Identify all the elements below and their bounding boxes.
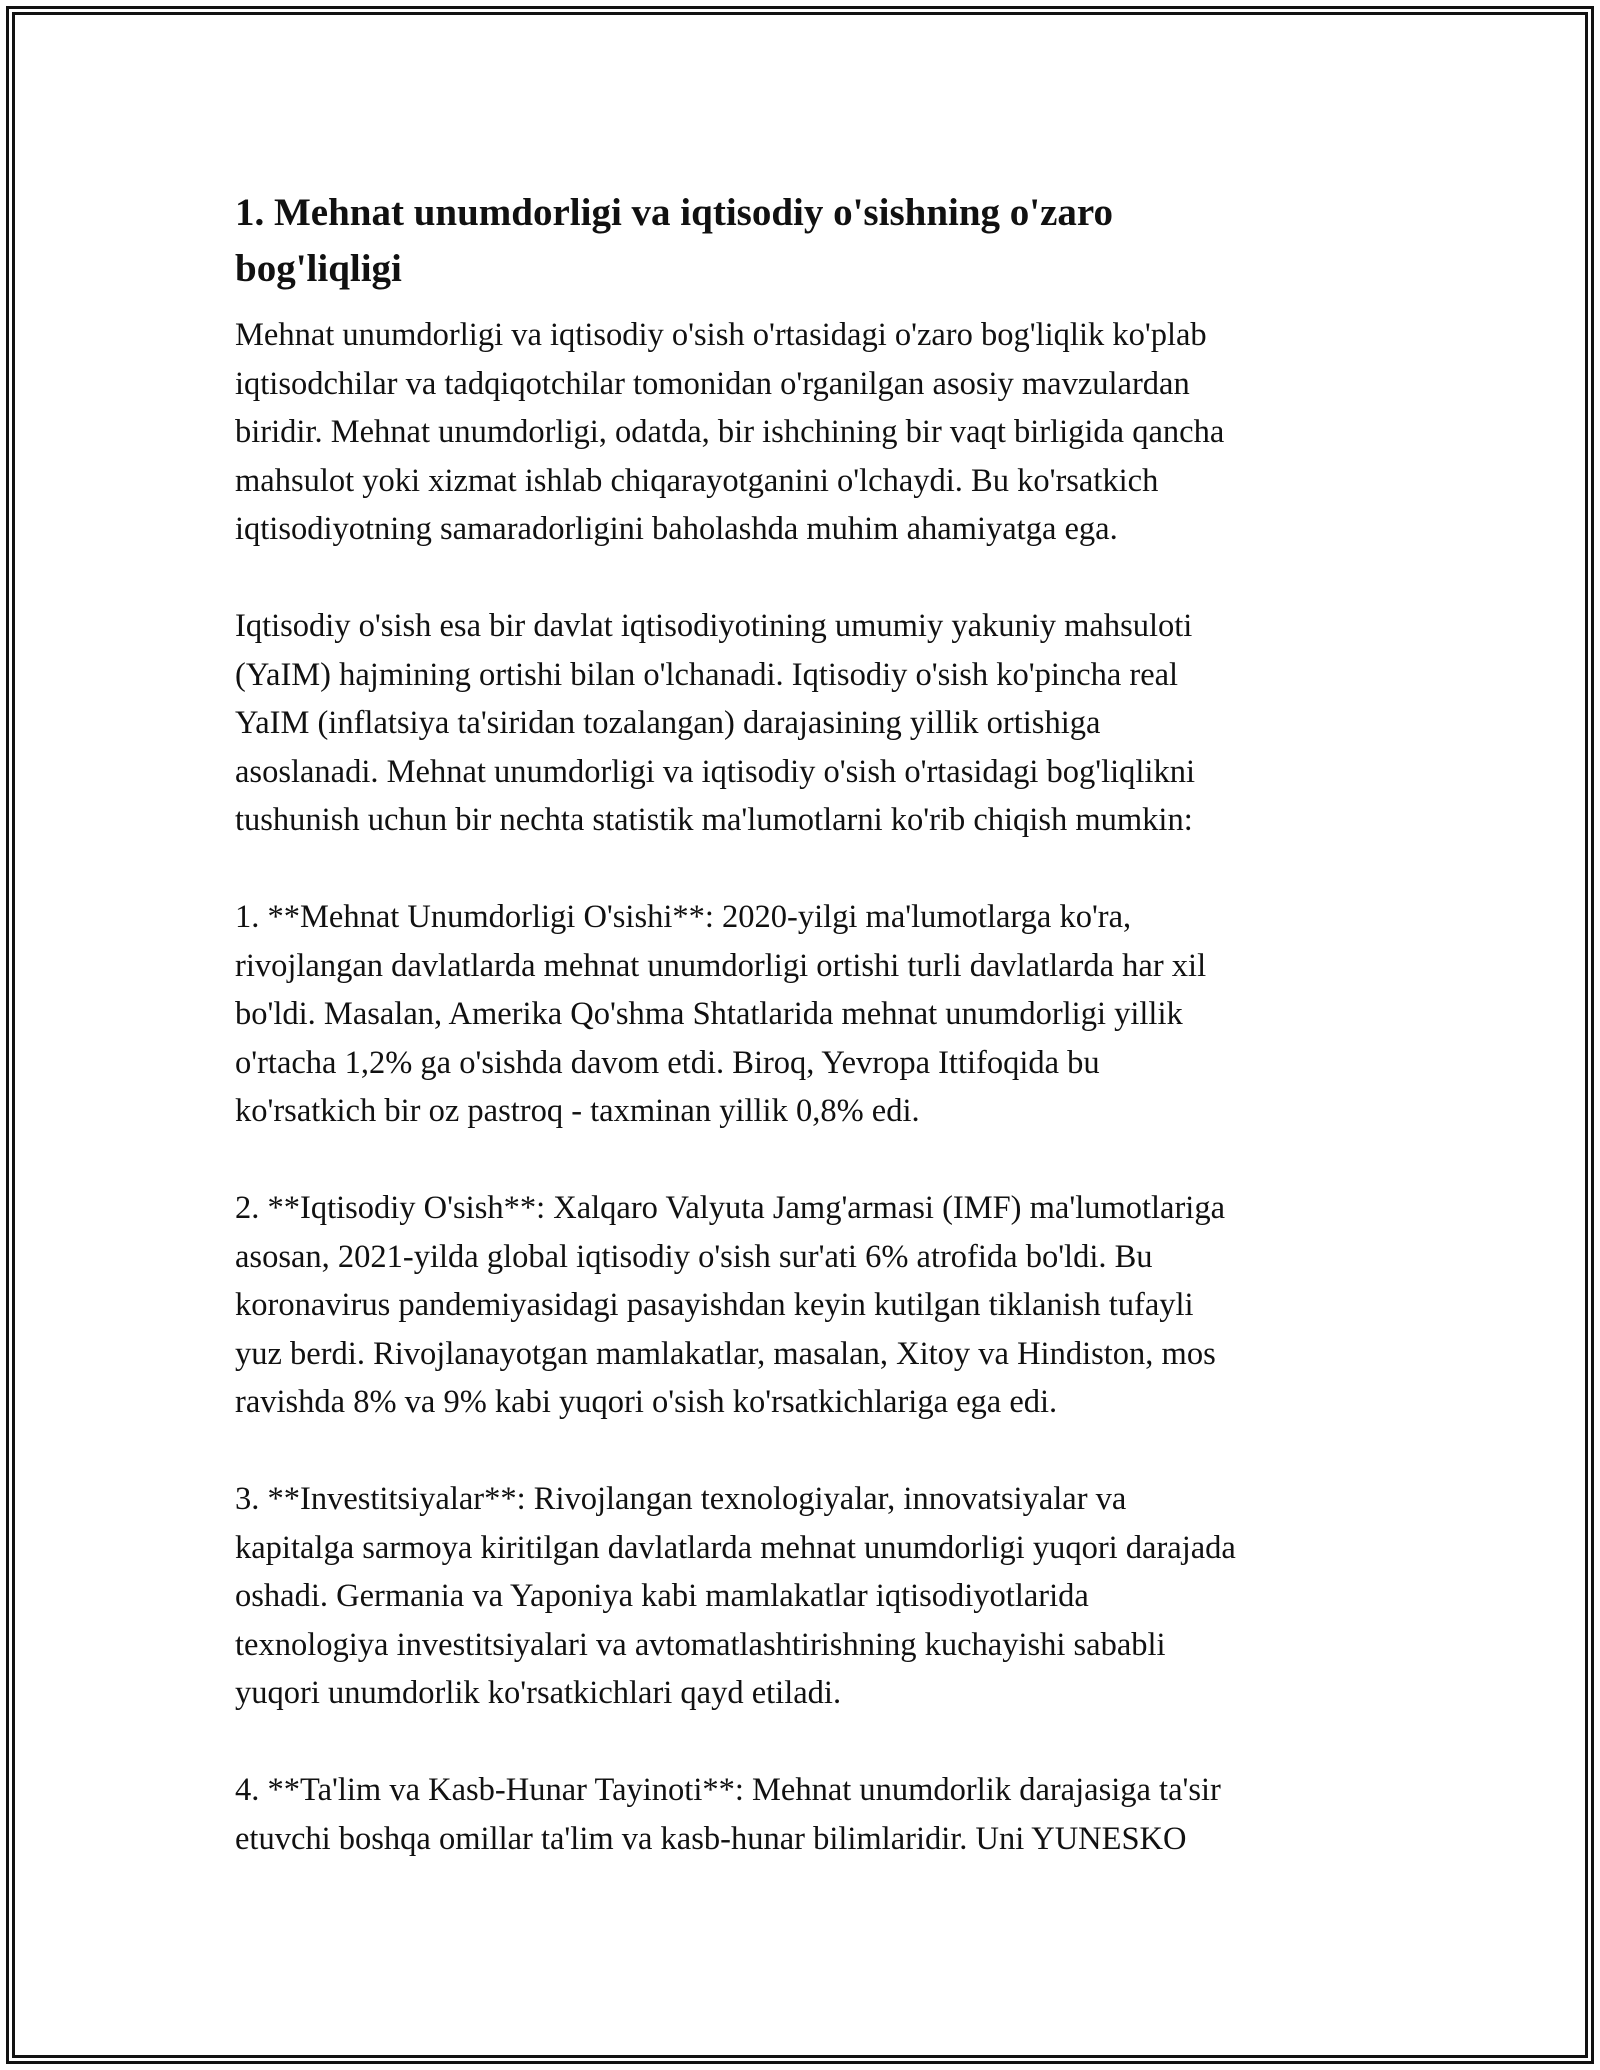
list-item-investments: 3. **Investitsiyalar**: Rivojlangan texnologiyalar, innovatsiyalar va kapitalga sarmoya kiritilgan davlatlarda mehnat unumdorligi yuqori darajada oshadi. Germania va Yaponiya kabi mamlakatlar iqtisodiyotlarida texnologiya investitsiyalari va avtomatlashtirishning kuchayishi sababli yuqori unumdorlik ko'rsatkichlari qayd etiladi. xyxy=(235,1481,1236,1711)
paragraph-economic-growth: Iqtisodiy o'sish esa bir davlat iqtisodiyotining umumiy yakuniy mahsuloti (YaIM) hajmining ortishi bilan o'lchanadi. Iqtisodiy o'sish ko'pincha real YaIM (inflatsiya ta'siridan tozalangan) darajasining yillik ortishiga asoslanadi. Mehnat unumdorligi va iqtisodiy o'sish o'rtasidagi bog'liqlikni tushunish uchun bir nechta statistik ma'lumotlarni ko'rib chiqish mumkin: xyxy=(235,608,1195,838)
document-title: 1. Mehnat unumdorligi va iqtisodiy o'sishning o'zaro bog'liqligi xyxy=(235,191,1114,290)
document-body xyxy=(235,185,1385,1912)
list-item-education: 4. **Ta'lim va Kasb-Hunar Tayinoti**: Mehnat unumdorlik darajasiga ta'sir etuvchi boshqa omillar ta'lim va kasb-hunar bilimlaridir. Uni YUNESKO xyxy=(235,1772,1221,1857)
list-item-productivity-growth: 1. **Mehnat Unumdorligi O'sishi**: 2020-yilgi ma'lumotlarga ko'ra, rivojlangan davlatlarda mehnat unumdorligi ortishi turli davlatlarda har xil bo'ldi. Masalan, Amerika Qo'shma Shtatlarida mehnat unumdorligi yillik o'rtacha 1,2% ga o'sishda davom etdi. Biroq, Yevropa Ittifoqida bu ko'rsatkich bir oz pastroq - taxminan yillik 0,8% edi. xyxy=(235,899,1207,1129)
paragraph-intro: Mehnat unumdorligi va iqtisodiy o'sish o'rtasidagi o'zaro bog'liqlik ko'plab iqtisodchilar va tadqiqotchilar tomonidan o'rganilgan asosiy mavzulardan biridir. Mehnat unumdorligi, odatda, bir ishchining bir vaqt birligida qancha mahsulot yoki xizmat ishlab chiqarayotganini o'lchaydi. Bu ko'rsatkich iqtisodiyotning samaradorligini baholashda muhim ahamiyatga ega. xyxy=(235,317,1225,547)
list-item-economic-growth: 2. **Iqtisodiy O'sish**: Xalqaro Valyuta Jamg'armasi (IMF) ma'lumotlariga asosan, 2021-yilda global iqtisodiy o'sish sur'ati 6% atrofida bo'ldi. Bu koronavirus pandemiyasidagi pasayishdan keyin kutilgan tiklanish tufayli yuz berdi. Rivojlanayotgan mamlakatlar, masalan, Xitoy va Hindiston, mos ravishda 8% va 9% kabi yuqori o'sish ko'rsatkichlariga ega edi. xyxy=(235,1190,1226,1420)
